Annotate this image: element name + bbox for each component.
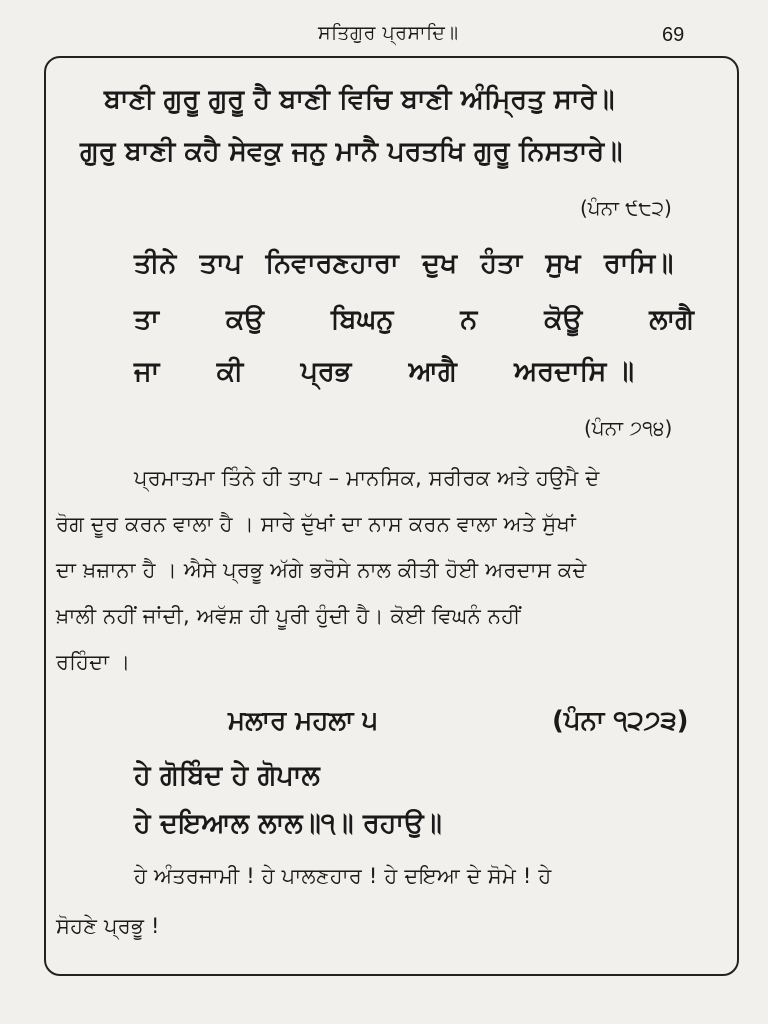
verse2-line2 [134,304,694,336]
explanation-line2: ਰੋਗ ਦੂਰ ਕਰਨ ਵਾਲਾ ਹੈ । ਸਾਰੇ ਦੁੱਖਾਂ ਦਾ ਨਾਸ ਕਰਨ ਵਾਲਾ ਅਤੇ ਸੁੱਖਾਂ [56,512,576,536]
verse2-word: ਜਾ [134,356,160,387]
explanation2-line2: ਸੋਹਣੇ ਪ੍ਰਭੂ ! [56,914,160,938]
verse2-word: ਲਾਗੈ [649,304,694,335]
running-header [0,22,768,52]
explanation2-line1: ਹੇ ਅੰਤਰਜਾਮੀ ! ਹੇ ਪਾਲਣਹਾਰ ! ਹੇ ਦਇਆ ਦੇ ਸੋਮੇ ! ਹੇ [134,864,552,888]
verse3-line2: ਹੇ ਦਇਆਲ ਲਾਲ॥੧॥ ਰਹਾਉ॥ [134,808,442,839]
verse1-reference: (ਪੰਨਾ ੯੮੨) [580,196,672,220]
verse2-word: ਅਰਦਾਸਿ ॥ [514,356,634,387]
explanation-line4: ਖ਼ਾਲੀ ਨਹੀਂ ਜਾਂਦੀ, ਅਵੱਸ਼ ਹੀ ਪੂਰੀ ਹੁੰਦੀ ਹੈ। ਕੋਈ ਵਿਘਨੰ ਨਹੀਂ [56,604,521,628]
verse2-word: ਆਗੈ [408,356,457,387]
section-title: ਮਲਾਰ ਮਹਲਾ ੫ [228,706,378,736]
section-reference: (ਪੰਨਾ ੧੨੭੩) [552,706,689,736]
verse2-word: ਬਿਘਨੁ [330,304,394,335]
verse2-word: ਕੀ [216,356,244,387]
verse1-line2: ਗੁਰੁ ਬਾਣੀ ਕਹੈ ਸੇਵਕੁ ਜਨੁ ਮਾਨੈ ਪਰਤਖਿ ਗੁਰੂ ਨਿਸਤਾਰੇ॥ [80,136,623,167]
explanation-line5: ਰਹਿੰਦਾ । [56,650,131,674]
verse2-line3 [134,356,634,388]
verse2-line1: ਤੀਨੇ ਤਾਪ ਨਿਵਾਰਣਹਾਰਾ ਦੁਖ ਹੰਤਾ ਸੁਖ ਰਾਸਿ॥ [134,248,674,279]
verse3-line1: ਹੇ ਗੋਬਿੰਦ ਹੇ ਗੋਪਾਲ [134,760,320,791]
explanation-line1: ਪ੍ਰਮਾਤਮਾ ਤਿੰਨੇ ਹੀ ਤਾਪ – ਮਾਨਸਿਕ, ਸਰੀਰਕ ਅਤੇ ਹਉਮੈ ਦੇ [134,466,600,490]
explanation-line3: ਦਾ ਖ਼ਜ਼ਾਨਾ ਹੈ । ਐਸੇ ਪ੍ਰਭੂ ਅੱਗੇ ਭਰੋਸੇ ਨਾਲ ਕੀਤੀ ਹੋਈ ਅਰਦਾਸ ਕਦੇ [56,558,587,582]
verse2-word: ਪ੍ਰਭ [300,356,352,387]
running-title: ਸਤਿਗੁਰ ਪ੍ਰਸਾਦਿ॥ [318,22,459,44]
verse2-word: ਕੋਊ [544,304,583,335]
page-number: 69 [662,24,685,46]
verse1-line1: ਬਾਣੀ ਗੁਰੂ ਗੁਰੂ ਹੈ ਬਾਣੀ ਵਿਚਿ ਬਾਣੀ ਅੰਮ੍ਰਿਤੁ ਸਾਰੇ॥ [104,84,615,115]
verse2-word: ਕਉ [226,304,264,335]
verse2-reference: (ਪੰਨਾ ੭੧੪) [584,416,673,440]
verse2-word: ਤਾ [134,304,160,335]
verse2-word: ਨ [460,304,478,335]
